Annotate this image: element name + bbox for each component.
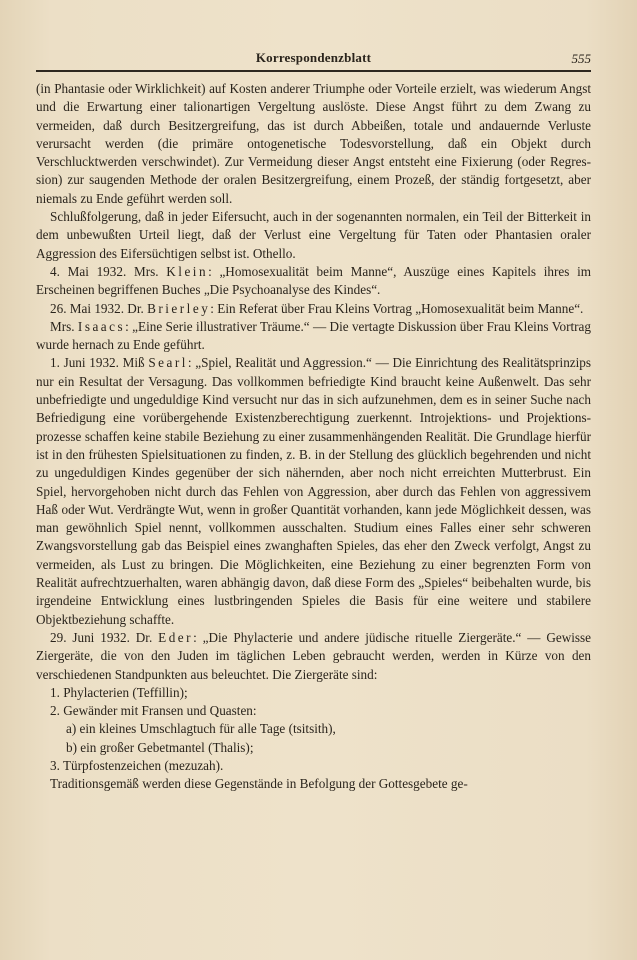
entry-eder xyxy=(36,629,591,684)
entry-text: : „Die Phylacterie und andere jüdische rituelle Ziergeräte.“ — Gewisse Ziergeräte, die von den Juden im täglichen Leben gebraucht werden, werden in Kürze von den verschiedenen Standpunkten aus beleuchtet. Die Ziergeräte sind: xyxy=(36,629,592,682)
speaker-name: Brierley xyxy=(147,300,211,316)
header-title: Korrespondenzblatt xyxy=(255,50,372,65)
paragraph: Schlußfolgerung, daß in jeder Eifersucht, auch in der sogenannten normalen, ein Teil der Bitterkeit in dem unbewußten Urteil liegt, daß der Verlust eine Vergeltung für Taten oder Phantasien oraler Aggression des Eifersüchtigen selbst ist. Othello. xyxy=(36,209,591,261)
list-item: 1. Phylacterien (Teffillin); xyxy=(50,684,188,700)
entry-text: : Ein Referat über Frau Kleins Vortrag „Homosexualität beim Manne“. xyxy=(210,300,584,316)
list-item: 3. Türpfostenzeichen (mezuzah). xyxy=(50,757,224,773)
list-item: 2. Gewänder mit Fransen und Quasten: xyxy=(50,703,257,719)
entry-brierley xyxy=(36,300,591,318)
entry-date: 29. Juni 1932. Dr. xyxy=(50,629,153,645)
ornament-list xyxy=(36,684,591,775)
speaker-name: Searl xyxy=(148,355,188,371)
entry-text: : „Homosexualität beim Manne“, Auszüge eines Kapitels ihres im Erscheinen begriffenen Buches „Die Psychoanalyse des Kindes“. xyxy=(36,263,591,298)
entry-klein xyxy=(36,263,591,300)
entry-text: : „Spiel, Realität und Aggression.“ — Die Einrichtung des Realitätsprinzips nur ein Resultat der Versagung. Das vollkommen befriedigte Kind braucht keine Außenwelt. Das sehr unbefriedigte und ungeduldige Kind versucht nur das in sich aufzunehmen, dem es in seiner Suche nach Befriedigung eine vorübergehende Existenzberechtigung zuerkennt. Introjektions- und Projektionsprozesse schaffen keine stabile Beziehung zu einer zusammenhängenden Realität. Die Grundlage hierfür ist in den frühesten Spielsituationen zu finden, z. B. in der Stellung des glücklich begehrenden und nicht zu ungeduldigen Kindes gegenüber der sich nähernden, aber noch nicht erreichten Mutterbrust. Ein Spiel, hervorgehoben nicht durch das Fehlen von Aggression, aber durch das Fehlen von aggressivem Haß oder Wut. Verdrängte Wut, wenn in großer Quantität vorhanden, kann jede Möglichkeit dessen, was man gewöhnlich Spiel nennt, vollkommen ausschalten. Studium eines Falles einer sehr schweren Zwangsvorstellung gab das Beispiel eines zwanghaften Spieles, das eher den Zweck verfolgt, Angst zu vermeiden, als Lust zu bringen. Die Möglichkeiten, eine Beziehung zu einer begrenzten Form von Realität aufrechtzuerhalten, waren abhängig davon, daß diese Form des „Spieles“ beibehalten wurde, bis irgendeine Entwicklung eines lustbringenden Spieles die Basis für eine weitere und stabilere Objektbeziehung schaffte. xyxy=(36,355,592,627)
entry-prefix: Mrs. xyxy=(50,318,75,334)
paragraph: (in Phantasie oder Wirklichkeit) auf Kosten anderer Triumphe oder Vorteile erzielt, was wiederum Angst und die Erwartung einer talionartigen Vergeltung auslöste. Diese Angst führt zu dem Zwang zu vermeiden, daß durch Besitzergreifung, das ist durch Abbeißen, totale und andauernde Verluste verursacht werden (die primäre ontogenetische Todesvorstellung, daß ein Objekt durch Verschlucktwerden verschwindet). Zur Vermeidung dieser Angst entsteht eine Fixierung (oder Regression) zur saugenden Methode der oralen Besitzergreifung, einem Prozeß, der ständig fortgesetzt, aber niemals zu Ende geführt werden soll. xyxy=(36,81,591,206)
entry-text: : „Eine Serie illustrativer Träume.“ — Die vertagte Diskussion über Frau Kleins Vortrag wurde hernach zu Ende geführt. xyxy=(36,318,592,353)
entry-date: 1. Juni 1932. Miß xyxy=(50,355,145,371)
speaker-name: Klein xyxy=(166,263,209,279)
entry-date: 4. Mai 1932. Mrs. xyxy=(50,263,159,279)
entry-date: 26. Mai 1932. Dr. xyxy=(50,300,144,316)
list-item: a) ein kleines Umschlagtuch für alle Tage (tsitsith), xyxy=(66,721,336,737)
list-item: b) ein großer Gebetmantel (Thalis); xyxy=(66,739,254,755)
running-header xyxy=(36,50,591,72)
speaker-name: Isaacs xyxy=(77,318,126,334)
entry-searl xyxy=(36,354,591,628)
body-text xyxy=(36,80,591,794)
speaker-name: Eder xyxy=(158,629,194,645)
paragraph: Traditionsgemäß werden diese Gegenstände in Befolgung der Gottesgebete ge- xyxy=(50,776,468,792)
entry-isaacs xyxy=(36,318,591,355)
page-number: 555 xyxy=(571,51,591,66)
